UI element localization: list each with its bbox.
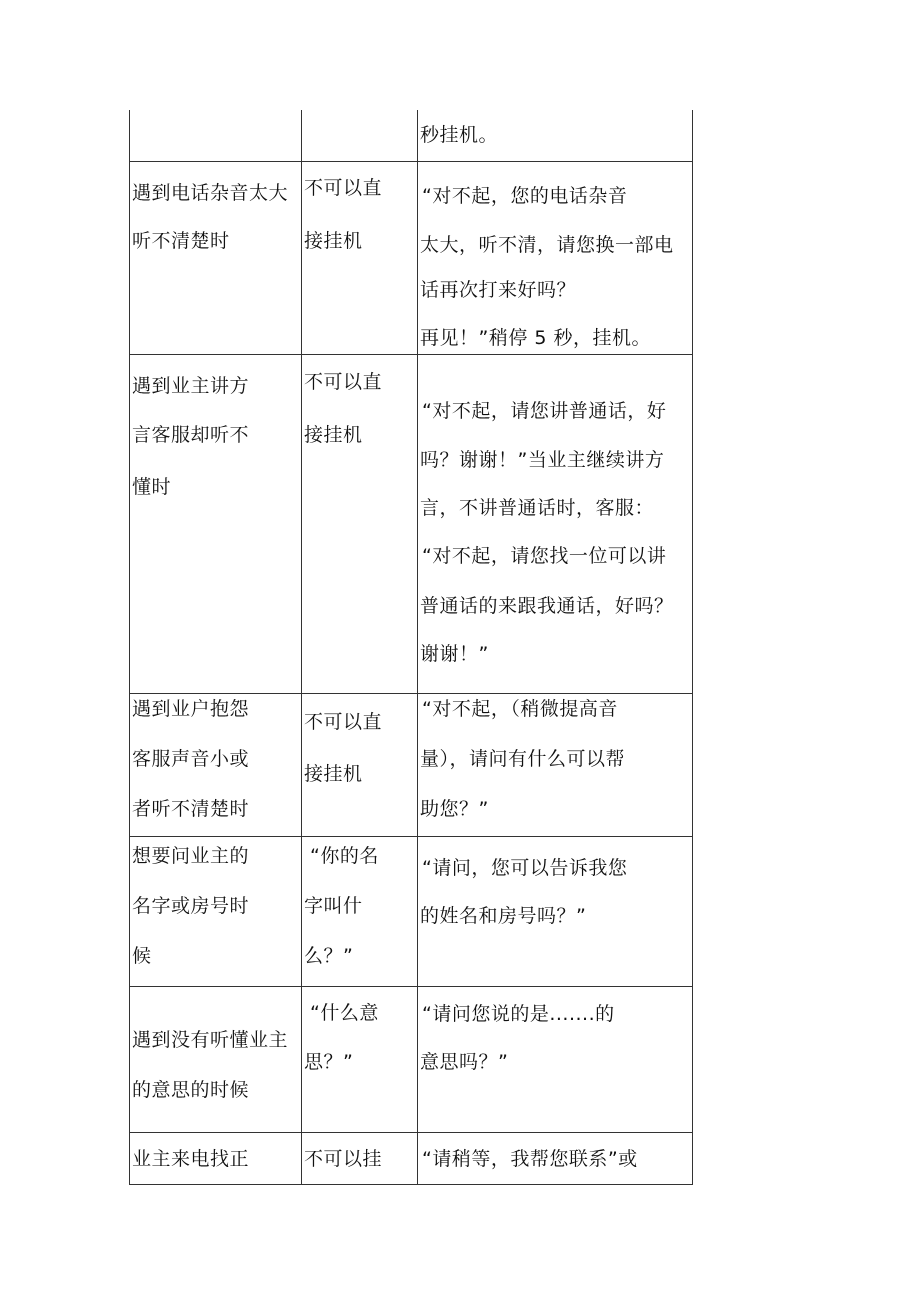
situation-line: 遇到电话杂音太大	[132, 182, 289, 204]
row-divider	[129, 836, 693, 837]
action-line: 思？”	[304, 1051, 354, 1073]
row-divider	[129, 986, 693, 987]
row-divider	[129, 1132, 693, 1133]
script-line: “对不起，请您找一位可以讲	[422, 545, 667, 567]
situation-line: 客服声音小或	[132, 748, 250, 770]
situation-line: 者听不清楚时	[132, 798, 250, 820]
script-line: “对不起，您的电话杂音	[422, 185, 628, 207]
script-line: 再见！”稍停 5 秒，挂机。	[420, 327, 652, 349]
script-line: “对不起，（稍微提高音	[422, 698, 618, 720]
script-line: “请问您说的是.......的	[422, 1003, 615, 1025]
table-border-left	[129, 110, 130, 1185]
column-divider-2	[417, 110, 418, 1185]
action-line: 不可以直	[304, 371, 383, 393]
action-line: 接挂机	[304, 230, 363, 252]
action-line: “什么意	[310, 1002, 379, 1024]
action-line: “你的名	[310, 845, 379, 867]
script-line: 意思吗？”	[420, 1051, 509, 1073]
script-line: “请稍等，我帮您联系”或	[422, 1148, 638, 1170]
row-divider	[129, 354, 693, 355]
action-line: 接挂机	[304, 424, 363, 446]
script-line: 量），请问有什么可以帮	[420, 748, 626, 770]
situation-line: 遇到业主讲方	[132, 375, 250, 397]
row-divider	[129, 161, 693, 162]
action-line: 字叫什	[304, 895, 363, 917]
situation-line: 懂时	[132, 476, 172, 498]
row-divider	[129, 693, 693, 694]
action-line: 么？”	[304, 945, 354, 967]
script-line: 吗？谢谢！”当业主继续讲方	[420, 449, 665, 471]
situation-line: 候	[132, 945, 152, 967]
situation-line: 言客服却听不	[132, 424, 250, 446]
situation-line: 名字或房号时	[132, 895, 250, 917]
action-line: 不可以直	[304, 177, 383, 199]
situation-line: 听不清楚时	[132, 230, 230, 252]
situation-line: 遇到业户抱怨	[132, 698, 250, 720]
situation-line: 遇到没有听懂业主	[132, 1029, 289, 1051]
action-line: 不可以挂	[304, 1148, 383, 1170]
script-line: 谢谢！”	[420, 643, 489, 665]
column-divider-1	[301, 110, 302, 1185]
action-line: 不可以直	[304, 711, 383, 733]
table-border-right	[692, 110, 693, 1185]
script-line: 太大，听不清，请您换一部电	[420, 234, 674, 256]
situation-line: 想要问业主的	[132, 845, 250, 867]
script-line: 的姓名和房号吗？”	[420, 905, 587, 927]
script-line: 秒挂机。	[420, 124, 499, 146]
script-line: 助您？”	[420, 798, 489, 820]
script-line: 言，不讲普通话时，客服：	[420, 497, 655, 519]
situation-line: 的意思的时候	[132, 1079, 250, 1101]
script-line: “对不起，请您讲普通话，好	[422, 400, 667, 422]
script-line: 普通话的来跟我通话，好吗？	[420, 595, 674, 617]
action-line: 接挂机	[304, 763, 363, 785]
script-line: “请问，您可以告诉我您	[422, 857, 628, 879]
table-border-bottom	[129, 1184, 693, 1185]
situation-line: 业主来电找正	[132, 1148, 250, 1170]
script-line: 话再次打来好吗？	[420, 279, 577, 301]
